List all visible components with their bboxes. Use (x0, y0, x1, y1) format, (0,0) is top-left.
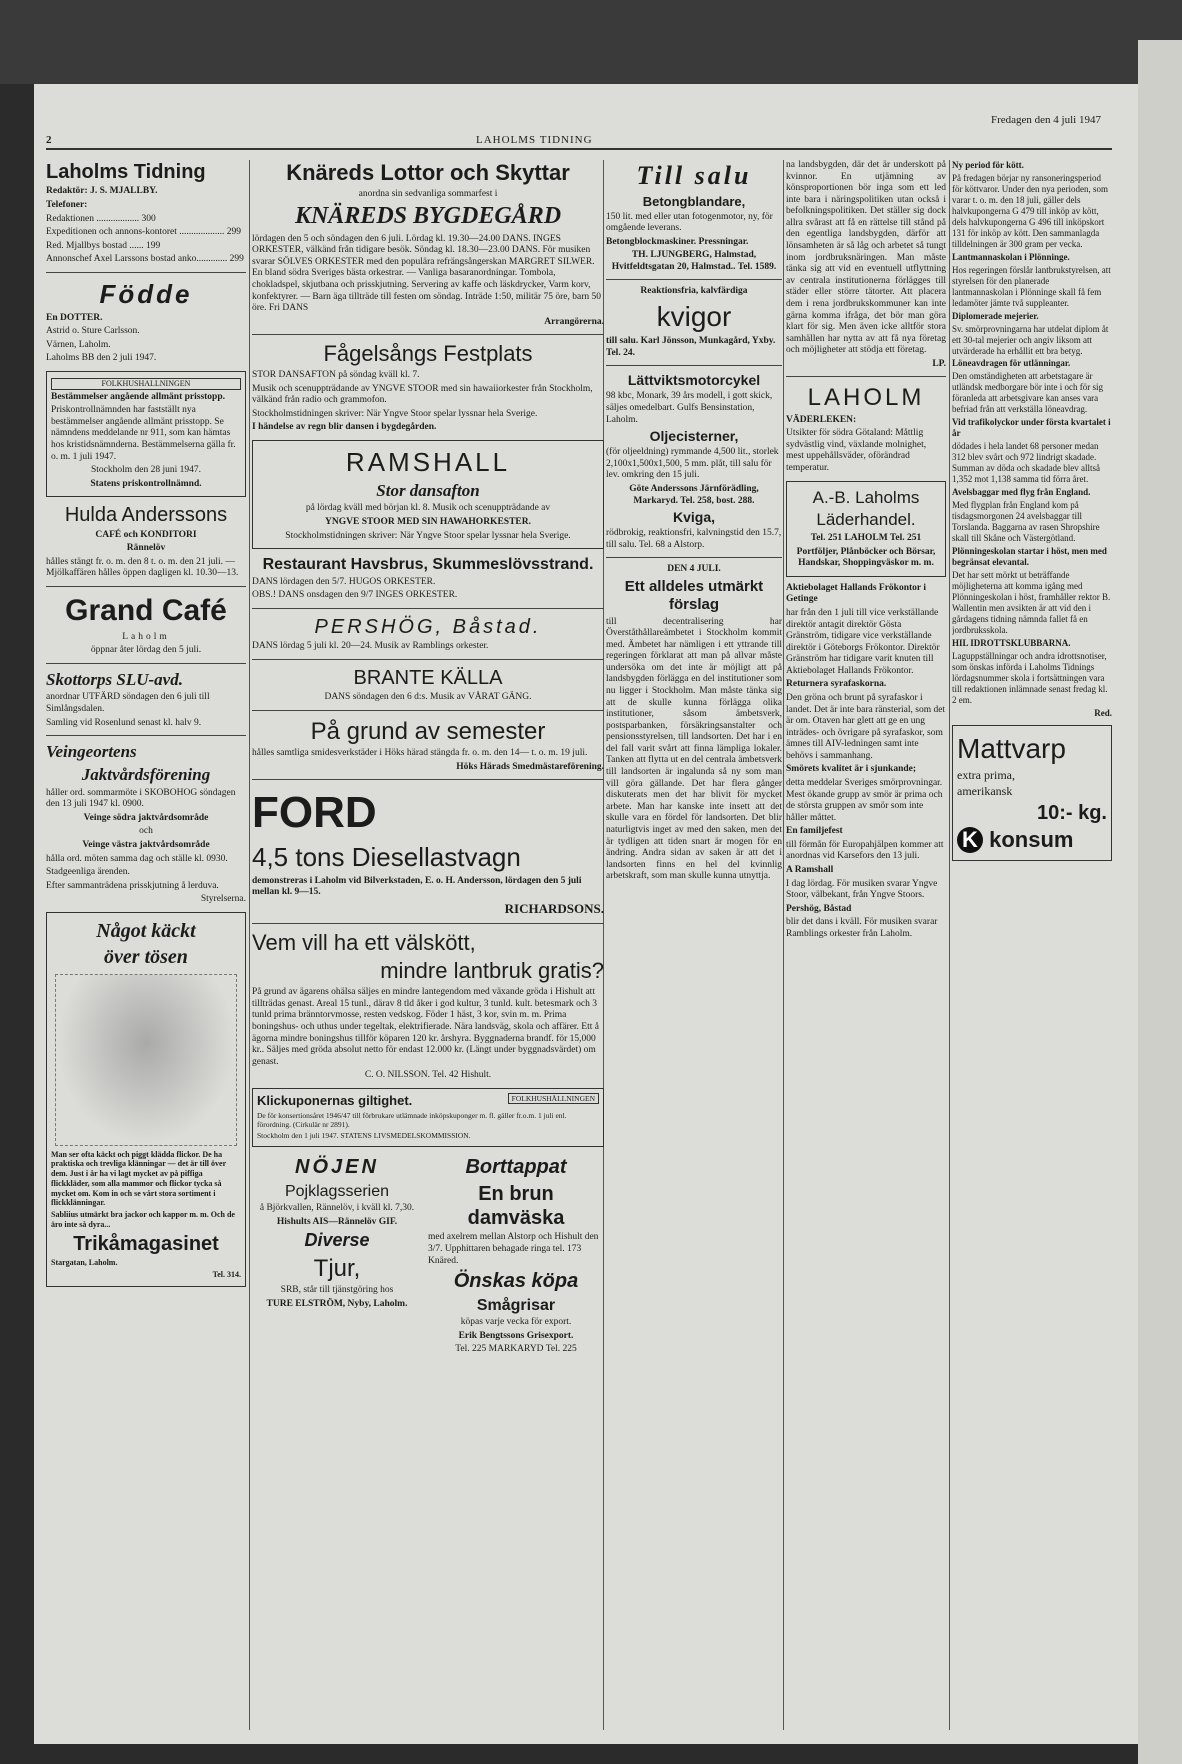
veinge-text: och (139, 826, 153, 837)
hulda-ad-text: hålles stängt fr. o. m. den 8 t. o. m. den 21 juli. — Mjölkaffären hålles öppen dagligen kl. 10.30—13. (46, 556, 239, 579)
news-text: Laguppställningar och andra idrottsnotiser, som önskas införda i Laholms Tidnings lördagsnummer skola i fortsättningen vara till redaktionen inlämnade senast fredag kl. 2 em. (952, 650, 1108, 705)
veinge-text: Veinge södra jaktvårdsområde (83, 812, 209, 823)
ramshall-sub: Stor dansafton (376, 480, 480, 500)
tanks-text: (för oljeeldning) rymmande 4,500 lit., storlek 2,100x1,500x1,500, 5 mm. plåt, till salu för lev. omkring den 15 juli. (606, 447, 779, 481)
news-text: På fredagen börjar ny ransoneringsperiod för köttvaror. Under den nya perioden, som varar t. o. m. den 18 juli, gäller dels halvkupongerna G 479 till inköp av kött, dels halvkupongerna G 496 till inköpskort 131 för inköp av kött. Den sammanlagda tilldelningen är 300 gram per vecka. (952, 172, 1108, 249)
column-rule (249, 160, 250, 1730)
page-header (46, 114, 1112, 150)
ford-sub: 4,5 tons Diesellastvagn (252, 841, 521, 872)
masthead: Laholms Tidning (46, 161, 206, 183)
bort-heading: Borttappat (465, 1156, 567, 1179)
ford-text: demonstreras i Laholm vid Bilverkstaden, E. o. H. Andersson, lördagen den 5 juli mellan kl. 9—15. (252, 875, 582, 898)
konsum-product: Mattvarp (957, 732, 1066, 764)
fagelsang-text: STOR DANSAFTON på söndag kväll kl. 7. (252, 370, 420, 381)
column-2 (252, 158, 604, 1358)
divider (46, 586, 246, 587)
phone-line: Red. Mjallbys bostad ...... 199 (46, 240, 161, 251)
issue-date: Fredagen den 4 juli 1947 (991, 114, 1101, 126)
knareds-sub: anordna sin sedvanliga sommarfest i (358, 188, 498, 199)
news-title: A Ramshall (786, 865, 834, 876)
divider (46, 663, 246, 664)
smagris-title: Smågrisar (476, 1296, 556, 1314)
havsbrus-text: OBS.! DANS onsdagen den 9/7 INGES ORKESTER. (252, 590, 458, 601)
editorial-title: Ett alldeles utmärkt förslag (624, 577, 764, 614)
divider (252, 779, 604, 780)
skottorps-text: Samling vid Rosenlund senast kl. halv 9. (46, 717, 202, 728)
veinge-title: Veingeortens (46, 742, 137, 762)
bort-text: med axelrem mellan Alstorp och Hishult den 3/7. Upphittaren behagade ringa tel. 173 Knäred. (428, 1232, 599, 1266)
veinge-text: Stadgeenliga ärenden. (46, 867, 130, 878)
konsum-logo-icon: K (957, 827, 983, 853)
konsum-desc: extra prima, (957, 767, 1015, 782)
news-title: Avelsbaggar med flyg från England. (952, 487, 1091, 498)
farm-title: Vem vill ha ett välskött, (252, 929, 476, 955)
news-title: Diplomerade mejerier. (952, 310, 1039, 321)
ramshall-text: på lördag kväll med början kl. 8. Musik och scenuppträdande av (305, 503, 551, 514)
farm-text: På grund av ägarens ohälsa säljes en mindre lantegendom med växande gröda i Hishult att tillträdas genast. Areal 15 tunl., därav 8 tld åker i god kultur, 3 tunld. kult. betesmark och 3 tunld prima bränntorvmosse, resten vedskog. Föder 1 häst, 3 kor, svin m. m. Prima boningshus- och uthus under tegeltak, elektrifierade. Nära landsväg, skola och affärer. Ett å ägorna mindre boningshus tillför köparen 120 kr. årshyra. Byggnaderna brandf. för 15,000 kr.. Säljes med gröda absolut netto för endast 12.000 kr. (Längt under byggnadsvärdet) om genast. (252, 987, 599, 1067)
classifieds-left (252, 1153, 422, 1358)
tjur-text: SRB, står till tjänstgöring hos (280, 1285, 394, 1296)
veinge-sign: Styrelserna. (200, 894, 246, 905)
news-text: detta meddelar Sveriges smörprovningar. Mest ökande grupp av smör är prima och de största gruppen av smör som inte håller måttet. (786, 778, 943, 823)
ramshall-title: RAMSHALL (345, 447, 511, 478)
divider (252, 659, 604, 660)
motorcycle-text: 98 kbc, Monark, 39 års modell, i gott skick, säljes omedelbart. Gulfs Bensinstation, Laholm. (606, 391, 773, 425)
mixer-title: Betongblandare, (642, 193, 746, 209)
fagelsang-title: Fågelsångs Festplats (323, 341, 533, 367)
tanks-title: Oljecisterner, (649, 428, 739, 445)
ramshall-ad (252, 440, 604, 549)
column-1 (46, 158, 246, 1293)
news-text: Det har sett mörkt ut beträffande möjligheterna att komma igång med Plönningeskolan i höst, framhåller rektor B. Wallentin men avsikten är att vid den i gårdagens tidning nämnda fallet få en jordbruksskola. (952, 569, 1111, 635)
editorial-sign: LP. (932, 358, 946, 369)
phone-line: Redaktionen .................. 300 (46, 213, 156, 224)
news-text: Sv. smörprovningarna har utdelat diplom åt ett 30-tal mejerier och angiv liksom att utvärderade ha erhållit ett bra betyg. (952, 323, 1109, 356)
news-text: blir det dans i kväll. För musiken svarar Ramblings orkester från Laholm. (786, 917, 938, 939)
semester-text: hålles samtliga smidesverkstäder i Höks härad stängda fr. o. m. den 14— t. o. m. 19 juli. (252, 748, 588, 759)
news-title: En familjefest (786, 826, 843, 837)
notice-title: Bestämmelser angående allmänt prisstopp. (51, 391, 225, 402)
mixer-text: 150 lit. med eller utan fotogenmotor, ny, för omgående leverans. (606, 211, 773, 234)
next-page-edge (1138, 40, 1182, 1764)
leather-text: Portföljer, Plånböcker och Börsar, Handskar, Shoppingväskor m. m. (796, 546, 936, 569)
brante-title: BRANTE KÄLLA (353, 666, 503, 689)
pershog-title: PERSHÖG, Båstad. (314, 615, 542, 638)
coupon-notice (252, 1088, 604, 1147)
editorial-text: till decentralisering har Överståthållareämbetet i Stockholm kommit med. Ämbetet har nämligen i ett yttrande till regeringen förklarat att man på allvar måste undersöka om det inte är möjligt att på landsbygden förlägga en del institutioner som nu ligger i Stockholm. Man måste tänka sig att de skulle kunna förlägga olika institutioner, såsom ämbetsverk, postsparbanken, försäkringsanstalter och pensionsstyrelsen, till landsorten. Det har i en del fall varit svårt att finna lämpliga lokaler. Tanken att flytta ut en del centrala ämbetsverk till landsorten är ingalunda så ny som man vill göra gällande. Det har flera gånger diskuterats men det har blivit för mycket arbete. Man har kanske inte insett att det skulle vara en fördel för landsorten. Det blir naturligtvis inget av med den saken, men det är tydligen att tiden snart är mogen för en ändring. Andra sidan av saken är att det i landsorten finns en hel del kvinnlig arbetskraft, som man skulle kunna utnyttja. (606, 616, 782, 882)
news-title: Löneavdragen för utlänningar. (952, 358, 1071, 369)
onskas-heading: Önskas köpa (453, 1270, 579, 1293)
motorcycle-title: Lättviktsmotorcykel (627, 372, 761, 389)
ford-sign: RICHARDSONS. (504, 900, 604, 916)
notice-signature: Statens priskontrollnämnd. (90, 478, 202, 489)
leather-title2: Läderhandel. (816, 510, 916, 530)
heifer-title: Kviga, (672, 509, 715, 526)
editorial-continued: na landsbygden, där det är underskott på kvinnor. En utjämning av könsproportionen bör inga som ett led inte bara i näringspolitiken utan också i befolkningspolitiken. Det ställer sig dock allra svårast att få en rättelse till stånd på den egentliga landsbygden, därför att lönsamheten är så låg och arbetet så tungt inom jordbruksnäringen. Man måste tänka sig att vid en eventuell utflyttning av centrala institutionerna förlägges till städer eller större tätorter. Att placera dem i rena jordbrukskommuner kan inte gärna komma ifråga, det bör man göra klart för sig. Men även icke alltför stora samhällen har nytta av att få nya företag och möjligheter att stödja ett företag. (786, 160, 946, 356)
trikamagasinet-ad (46, 912, 246, 1287)
ad-text: Man ser ofta käckt och piggt klädda flickor. De ha praktiska och trevliga klänningar — det är till över dem. Just i år ha vi lagt mycket av på piffiga flickkläder, som alla mammor och flickor tycka så mycket om. Kom in och se vårt stora sortiment i flickklänningar. (51, 1149, 226, 1208)
column-4 (786, 158, 946, 943)
knareds-venue: KNÄREDS BYGDEGÅRD (294, 203, 562, 230)
news-title: Vid trafikolyckor under första kvartalet i år (952, 417, 1111, 439)
farm-sign: C. O. NILSSON. Tel. 42 Hishult. (364, 1070, 492, 1081)
phone-line: Annonschef Axel Larssons bostad anko............. 299 (46, 254, 244, 265)
konsum-price: 10:- kg. (1036, 801, 1107, 824)
news-title: Aktiebolaget Hallands Frökontor i Getinge (786, 582, 926, 605)
ford-title: FORD (252, 788, 377, 838)
veinge-text: Veinge västra jaktvårdsområde (82, 839, 210, 850)
coupon-tag: FOLKHUSHÅLLNINGEN (508, 1093, 599, 1104)
births-heading: Födde (99, 278, 193, 309)
veinge-text: Efter sammanträdena prisskjutning å lerduva. (46, 880, 219, 891)
birth-notice: En DOTTER. (46, 312, 103, 323)
skottorps-title: Skottorps SLU-avd. (46, 669, 183, 689)
fagelsang-text: Stockholmstidningen skriver: När Yngve Stoor spelar lyssnar hela Sverige. (252, 408, 538, 419)
heifers-text: till salu. Karl Jönsson, Munkagård, Yxby. Tel. 24. (606, 336, 776, 358)
nojen-heading: NÖJEN (295, 1156, 379, 1179)
notice-text: Priskontrollnämnden har fastställt nya bestämmelser angående allmänt prisstopp. Se nämndens meddelande nr 911, som kan hämtas hos kristidsnämnderna. Bestämmelserna gälla fr. o. m. 1 juli 1947. (51, 405, 236, 462)
havsbrus-text: DANS lördagen den 5/7. HUGOS ORKESTER. (252, 576, 436, 587)
news-title: HIL IDROTTSKLUBBARNA. (952, 637, 1071, 648)
notice-tag: FOLKHUSHALLNINGEN (51, 378, 241, 390)
news-title: Ny period för kött. (952, 160, 1024, 170)
divider (606, 557, 782, 558)
ad-headline2: över tösen (104, 946, 188, 969)
page-number: 2 (46, 134, 52, 146)
smagris-text: köpas varje vecka för export. (460, 1317, 572, 1328)
brante-text: DANS söndagen den 6 d:s. Musik av VÅRAT GÄNG. (324, 692, 532, 703)
news-text: I dag lördag. För musiken svarar Yngve Stoor, välbekant, från Yngve Stoors. (786, 878, 938, 901)
girl-dress-illustration (55, 974, 237, 1146)
column-3 (606, 158, 782, 885)
notice-place: Stockholm den 28 juni 1947. (90, 465, 202, 476)
ad-phone: Tel. 314. (212, 1269, 241, 1279)
news-title: Plönningeskolan startar i höst, men med begränsat elevantal. (952, 545, 1107, 567)
divider (252, 710, 604, 711)
knareds-sign: Arrangörerna. (544, 316, 604, 327)
news-text: har från den 1 juli till vice verkställande direktör antagit direktör Gösta Gränström, tidigare vice verkställande direktör i Göteborgs Frökontor. Direktör Gränström har tidigare varit knuten till Aktiebolaget Hallands Frökontor. (786, 607, 940, 676)
divider (46, 272, 246, 273)
leather-phone: Tel. 251 LAHOLM Tel. 251 (810, 533, 922, 544)
news-text: Med flygplan från England kom på tisdagsmorgonen 24 avelsbaggar till Torslanda. Baggarna av rasen Shropshire skall till Skåne och Västergötland. (952, 500, 1100, 543)
nojen-text: å Björkvallen, Rännelöv, i kväll kl. 7,30. (259, 1203, 415, 1214)
konsum-name: konsum (989, 827, 1074, 853)
leather-title: A.-B. Laholms (812, 487, 920, 507)
hulda-ad-place: Rännelöv (126, 543, 166, 554)
pershog-text: DANS lördag 5 juli kl. 20—24. Musik av Ramblings orkester. (252, 641, 489, 652)
editorial-date: DEN 4 JULI. (667, 564, 721, 575)
diverse-heading: Diverse (304, 1230, 370, 1251)
coupon-sign: Stockholm den 1 juli 1947. STATENS LIVSMEDELSKOMMISSION. (257, 1131, 471, 1141)
news-sign: Red. (1094, 707, 1112, 718)
birth-place: Värnen, Laholm. (46, 339, 111, 350)
fagelsang-text: Musik och scenuppträdande av YNGVE STOOR med sin hawaiiorkester från Stockholm, välkänd från radio och grammofon. (252, 383, 593, 406)
coupon-text: De för konsertionsåret 1946/47 till förbrukare utlämnade inköpskuponger m. fl. gäller fr.o.m. 1 juli enl. förordning. (Cirkulär nr 2891). (257, 1110, 567, 1129)
semester-sign: Höks Härads Smedmästareförening. (456, 761, 604, 772)
column-5 (952, 158, 1112, 867)
editor: Redaktör: J. S. MJALLBY. (46, 186, 158, 197)
nojen-match: Hishults AIS—Rännelöv GIF. (276, 1216, 398, 1227)
news-text: Den gröna och brunt på syrafaskor i landet. Det är inte bara ränsterial, som det är om. Otaven har glett att ge en ung inträdes- och övrigare på syrafaskor, som ämnes till AIV-ledningen samt inte behövs i sammanhang. (786, 692, 946, 761)
skottorps-text: anordnar UTFÄRD söndagen den 6 juli till Simlångsdalen. (46, 692, 210, 715)
phones-label: Telefoner: (46, 199, 88, 210)
divider (252, 334, 604, 335)
heifers-sub: Reaktionsfria, kalvfärdiga (640, 286, 748, 297)
semester-title: På grund av semester (310, 717, 546, 745)
phone-line: Expeditionen och annons-kontoret ................... 299 (46, 227, 241, 238)
nojen-title: Pojklagsserien (284, 1182, 390, 1200)
hulda-ad-sub: CAFÉ och KONDITORI (95, 529, 197, 540)
heifers-title: kvigor (656, 301, 732, 333)
grand-cafe-place: Laholm (122, 631, 170, 642)
divider (252, 608, 604, 609)
paper-name: LAHOLMS TIDNING (476, 134, 593, 146)
farm-title2: mindre lantbruk gratis? (380, 958, 604, 984)
birth-date: Laholms BB den 2 juli 1947. (46, 353, 157, 364)
news-title: Pershög, Båstad (786, 903, 852, 914)
news-text: till förmån för Europahjälpen kommer att anordnas vid Karsefors den 13 juli. (786, 839, 944, 862)
coupon-title: Klickuponernas giltighet. (257, 1092, 413, 1108)
ramshall-text: Stockholmstidningen skriver: När Yngve Stoor spelar lyssnar hela Sverige. (285, 530, 571, 541)
grand-cafe-text: öppnar åter lördag den 5 juli. (90, 645, 202, 656)
mixer-text: Betongblockmaskiner. Pressningar. (606, 236, 749, 247)
ad-shop-name: Trikåmagasinet (73, 1232, 219, 1255)
news-text: dödades i hela landet 68 personer medan 312 blev svårt och 972 lindrigt skadade. Summan av döda och skadade blev alltså 1,352 mot 1,138 samma tid förra året. (952, 441, 1100, 485)
weather-text: Utsikter för södra Götaland: Måttlig sydvästlig vind, växlande molnighet, mest uppehållsväder, oförändrad temperatur. (786, 428, 927, 473)
konsum-ad (952, 725, 1112, 862)
divider (606, 365, 782, 366)
ad-address: Stargatan, Laholm. (51, 1258, 118, 1268)
classifieds-right (428, 1153, 604, 1358)
divider (606, 279, 782, 280)
ad-text: Sabliius utmärkt bra jackor och kappor m. m. Och de äro inte så dyra... (51, 1210, 235, 1229)
ad-headline: Något käckt (96, 919, 196, 942)
veinge-text: håller ord. sommarmöte i SKOBOHOG söndagen den 13 juli 1947 kl. 0900. (46, 787, 236, 810)
forsale-heading: Till salu (636, 161, 752, 190)
divider (46, 735, 246, 736)
veinge-text: hålla ord. möten samma dag och ställe kl. 0930. (46, 853, 228, 864)
tjur-title: Tjur, (313, 1255, 361, 1283)
scan-top-margin (0, 0, 1182, 84)
column-rule (949, 160, 950, 1730)
konsum-desc: amerikansk (957, 784, 1013, 799)
bort-title: En brun damväska (467, 1182, 565, 1229)
news-title: Lantmannaskolan i Plönninge. (952, 251, 1070, 262)
heifer-text: rödbrokig, reaktionsfri, kalvningstid den 15.7, till salu. Tel. 68 a Alstorp. (606, 528, 782, 550)
divider (252, 923, 604, 924)
tjur-text: TURE ELSTRÖM, Nyby, Laholm. (266, 1299, 408, 1310)
tanks-contact: Göte Anderssons Järnförädling, Markaryd. Tel. 258, bost. 288. (629, 483, 759, 506)
column-rule (783, 160, 784, 1730)
smagris-text: Tel. 225 MARKARYD Tel. 225 (455, 1344, 577, 1355)
mixer-contact: TH. LJUNGBERG, Halmstad, Hvitfeldtsgatan 20, Halmstad.. Tel. 1589. (611, 250, 777, 272)
knareds-title: Knäreds Lottor och Skyttar (286, 160, 570, 185)
news-text: Hos regeringen förslår lantbrukstyrelsen, att styrelsen för den planerade lantmannaskolan i Plönninge skall få fem ledamöter jämte två suppleanter. (952, 264, 1111, 308)
veinge-title2: Jaktvårdsförening (81, 764, 211, 784)
smagris-text: Erik Bengtssons Grisexport. (458, 1330, 574, 1341)
divider (786, 376, 946, 377)
grand-cafe-title: Grand Café (65, 593, 227, 627)
ramshall-text: YNGVE STOOR MED SIN HAWAHORKESTER. (325, 517, 531, 528)
classifieds-row (252, 1153, 604, 1358)
news-title: Returnera syrafaskorna. (786, 679, 887, 690)
weather-title: VÄDERLEKEN: (786, 414, 857, 425)
news-text: Den omständigheten att arbetstagare är utländsk medborgare bör inte i och för sig föranleda att arbetsgivare kan anses vara befriad från att verkställa löneavdrag. (952, 371, 1104, 415)
hulda-ad-title: Hulda Anderssons (64, 504, 228, 527)
birth-parents: Astrid o. Sture Carlsson. (46, 326, 140, 337)
fagelsang-text: I händelse av regn blir dansen i bygdegården. (252, 422, 437, 433)
leather-ad (786, 481, 946, 577)
price-control-notice (46, 371, 246, 497)
town-heading: LAHOLM (807, 384, 925, 412)
havsbrus-title: Restaurant Havsbrus, Skummeslövsstrand. (262, 556, 594, 574)
news-title: Smörets kvalitet är i sjunkande; (786, 764, 917, 775)
knareds-text: lördagen den 5 och söndagen den 6 juli. Lördag kl. 19.30—24.00 DANS. INGES ORKESTER, välkänd från tidigare besök. Söndag kl. 18.30—23.00 DANS. För musiken svarar SÖLVES ORKESTER med den populära refrängsångerskan MARGRET SILWER. En bland södra Sveriges bästa orkestrar. — Vanliga basaranordningar. Tombola, chokladspel, skjutbana och prisskjutning. Servering av kaffe och läskdrycker, Varm korv, konfektyrer. — Barn äga tillträde till festen om söndag. Inträde 1:50, militär 75 öre, barn 50 öre. Fri DANS (252, 233, 602, 314)
